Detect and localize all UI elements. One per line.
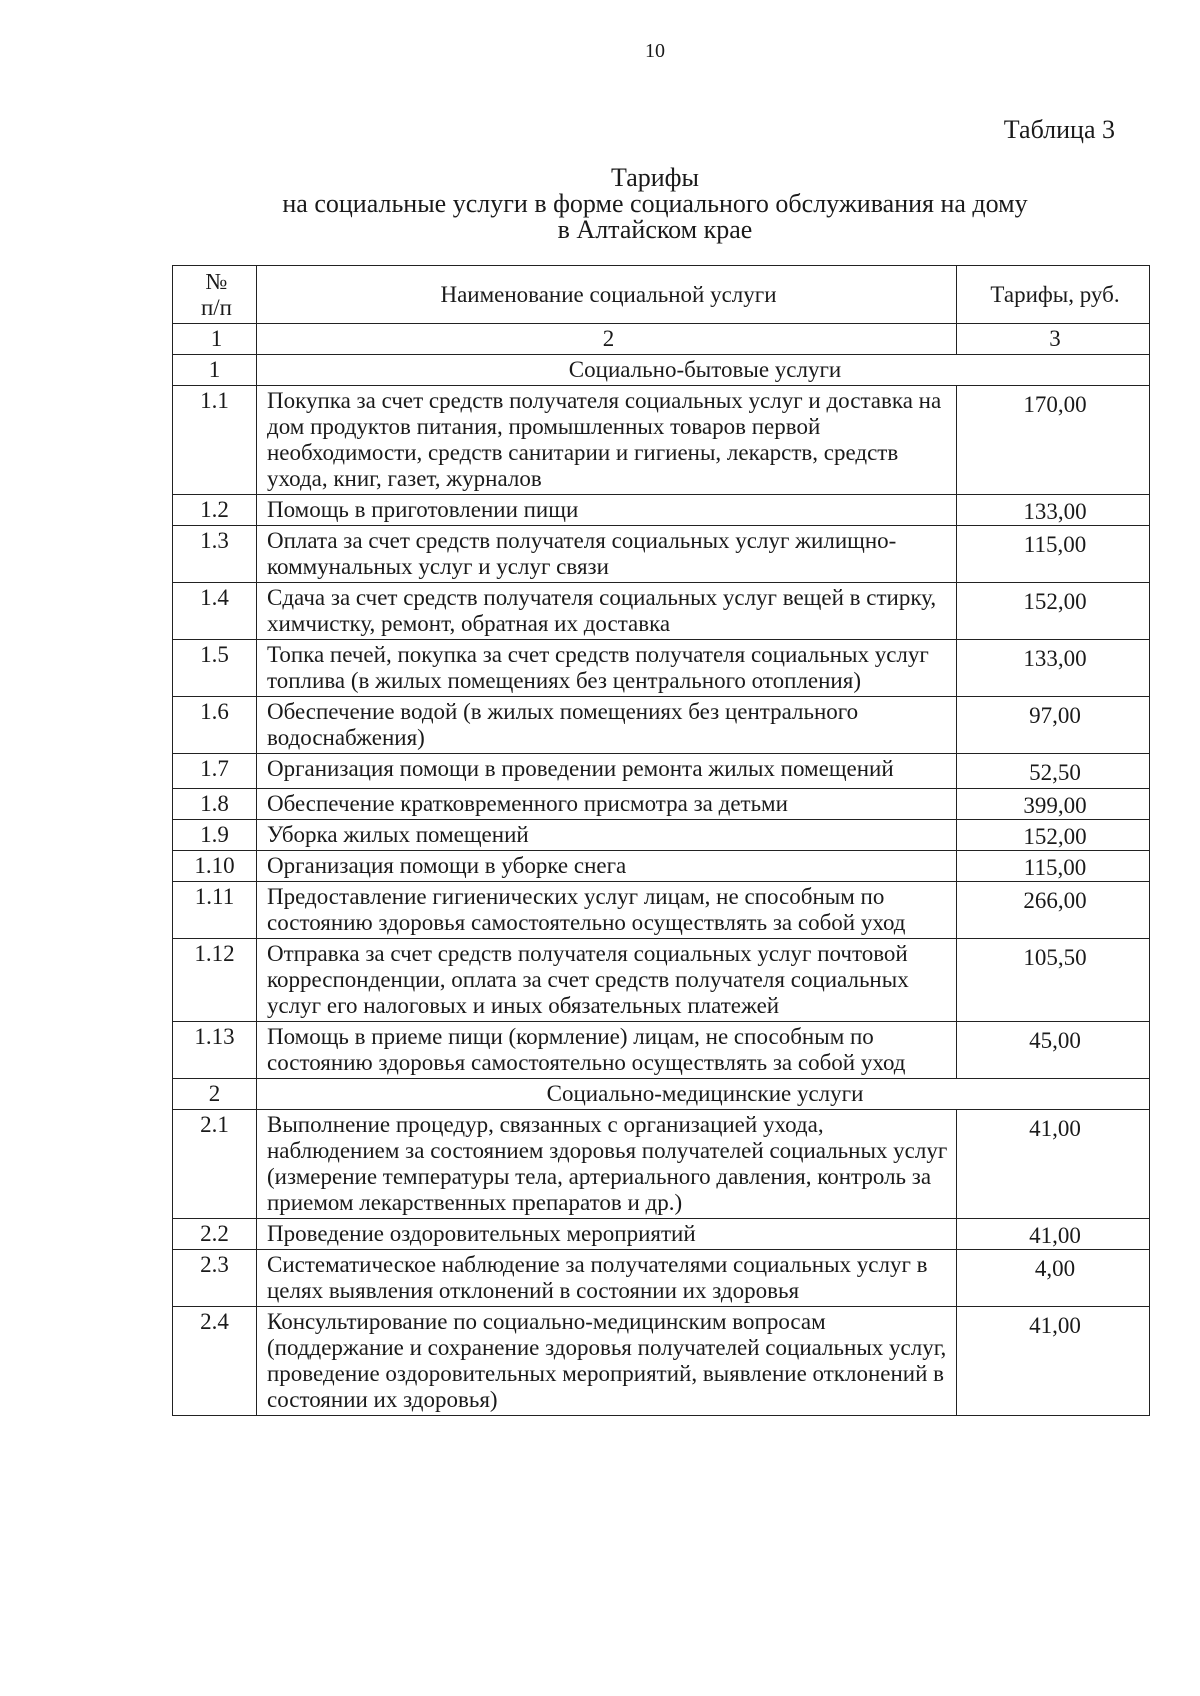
service-name: Организация помощи в уборке снега [257, 851, 957, 882]
row-number: 2.4 [173, 1307, 257, 1416]
tariffs-table [172, 265, 1150, 1416]
caption-line: в Алтайском крае [557, 215, 753, 244]
service-name: Помощь в приготовлении пищи [257, 495, 957, 526]
table-row [173, 789, 1150, 820]
service-name: Помощь в приеме пищи (кормление) лицам, не способным по состоянию здоровья самостоятельно осуществлять за собой уход [257, 1022, 957, 1079]
table-row [173, 754, 1150, 789]
row-number: 1.9 [173, 820, 257, 851]
tariff-value: 41,00 [957, 1110, 1150, 1219]
row-number: 1.2 [173, 495, 257, 526]
section-title: Социально-медицинские услуги [257, 1079, 1150, 1110]
column-number-row [173, 324, 1150, 355]
service-name: Оплата за счет средств получателя социальных услуг жилищно-коммунальных услуг и услуг связи [257, 526, 957, 583]
row-number: 1.6 [173, 697, 257, 754]
row-number: 2.1 [173, 1110, 257, 1219]
tariff-value: 45,00 [957, 1022, 1150, 1079]
tariff-value: 105,50 [957, 939, 1150, 1022]
tariff-value: 133,00 [957, 495, 1150, 526]
row-number: 1.10 [173, 851, 257, 882]
service-name: Обеспечение кратковременного присмотра за детьми [257, 789, 957, 820]
table-row [173, 851, 1150, 882]
tariff-value: 97,00 [957, 697, 1150, 754]
table-row [173, 640, 1150, 697]
service-name: Систематическое наблюдение за получателями социальных услуг в целях выявления отклонений в состоянии их здоровья [257, 1250, 957, 1307]
table-row [173, 1219, 1150, 1250]
tariff-value: 152,00 [957, 583, 1150, 640]
row-number: 2.3 [173, 1250, 257, 1307]
tariff-value: 4,00 [957, 1250, 1150, 1307]
row-number: 1.4 [173, 583, 257, 640]
column-number: 2 [257, 324, 957, 355]
table-row [173, 939, 1150, 1022]
section-row [173, 1079, 1150, 1110]
row-number: 1.13 [173, 1022, 257, 1079]
tariff-value: 133,00 [957, 640, 1150, 697]
row-number: 1.8 [173, 789, 257, 820]
tariff-value: 152,00 [957, 820, 1150, 851]
tariff-value: 41,00 [957, 1307, 1150, 1416]
table-row [173, 495, 1150, 526]
service-name: Покупка за счет средств получателя социальных услуг и доставка на дом продуктов питания, промышленных товаров первой необходимости, средств санитарии и гигиены, лекарств, средств ухода, книг, газет, журналов [257, 386, 957, 495]
row-number: 1.5 [173, 640, 257, 697]
service-name: Топка печей, покупка за счет средств получателя социальных услуг топлива (в жилых помещениях без центрального отопления) [257, 640, 957, 697]
table-label: Таблица 3 [1003, 115, 1115, 144]
tariff-value: 399,00 [957, 789, 1150, 820]
row-number: 1.3 [173, 526, 257, 583]
service-name: Сдача за счет средств получателя социальных услуг вещей в стирку, химчистку, ремонт, обратная их доставка [257, 583, 957, 640]
row-number: 1.12 [173, 939, 257, 1022]
table-row [173, 386, 1150, 495]
tariff-value: 170,00 [957, 386, 1150, 495]
service-name: Организация помощи в проведении ремонта жилых помещений [257, 754, 957, 789]
table-row [173, 697, 1150, 754]
table-row [173, 526, 1150, 583]
tariff-value: 115,00 [957, 526, 1150, 583]
service-name: Предоставление гигиенических услуг лицам, не способным по состоянию здоровья самостоятельно осуществлять за собой уход [257, 882, 957, 939]
header-service-name: Наименование социальной услуги [257, 266, 957, 324]
table-row [173, 1110, 1150, 1219]
header-number: № п/п [173, 266, 257, 324]
service-name: Обеспечение водой (в жилых помещениях без центрального водоснабжения) [257, 697, 957, 754]
table-row [173, 882, 1150, 939]
tariff-value: 41,00 [957, 1219, 1150, 1250]
tariff-value: 52,50 [957, 754, 1150, 789]
section-title: Социально-бытовые услуги [257, 355, 1150, 386]
table-row [173, 1250, 1150, 1307]
caption-line: Тарифы [610, 163, 699, 192]
table-row [173, 583, 1150, 640]
caption-line: на социальные услуги в форме социального обслуживания на дому [282, 189, 1028, 218]
section-number: 1 [173, 355, 257, 386]
service-name: Выполнение процедур, связанных с организацией ухода, наблюдением за состоянием здоровья получателей социальных услуг (измерение температуры тела, артериального давления, контроль за приемом лекарственных препаратов и др.) [257, 1110, 957, 1219]
header-tariff: Тарифы, руб. [957, 266, 1150, 324]
section-row [173, 355, 1150, 386]
tariff-value: 115,00 [957, 851, 1150, 882]
service-name: Отправка за счет средств получателя социальных услуг почтовой корреспонденции, оплата за счет средств получателя социальных услуг его налоговых и иных обязательных платежей [257, 939, 957, 1022]
column-number: 1 [173, 324, 257, 355]
page-number: 10 [645, 40, 665, 62]
row-number: 2.2 [173, 1219, 257, 1250]
tariff-value: 266,00 [957, 882, 1150, 939]
section-number: 2 [173, 1079, 257, 1110]
service-name: Уборка жилых помещений [257, 820, 957, 851]
header-row [173, 266, 1150, 324]
row-number: 1.7 [173, 754, 257, 789]
row-number: 1.1 [173, 386, 257, 495]
service-name: Проведение оздоровительных мероприятий [257, 1219, 957, 1250]
table-caption [160, 165, 1150, 243]
table-row [173, 1022, 1150, 1079]
column-number: 3 [957, 324, 1150, 355]
table-row [173, 820, 1150, 851]
row-number: 1.11 [173, 882, 257, 939]
table-row [173, 1307, 1150, 1416]
service-name: Консультирование по социально-медицинским вопросам (поддержание и сохранение здоровья получателей социальных услуг, проведение оздоровительных мероприятий, выявление отклонений в состоянии их здоровья) [257, 1307, 957, 1416]
